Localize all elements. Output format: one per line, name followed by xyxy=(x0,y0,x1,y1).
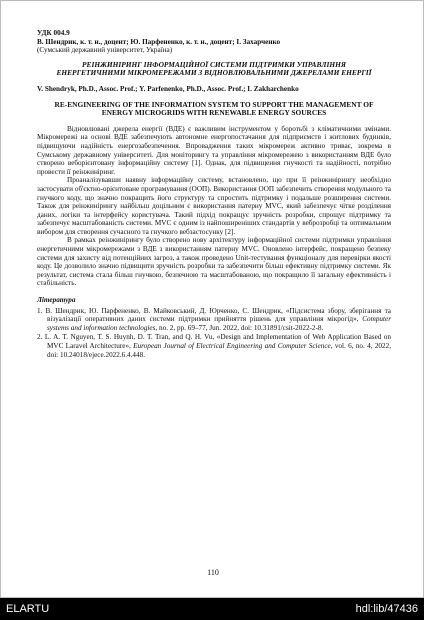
body-paragraph: В рамках реінжинірингу було створено нову архітектуру інформаційної системи підтримки управління енергетичними мікромережами з ВДЕ з використанням патерну MVC. Оновлено інтерфейс, покращено безпеку системи для захисту від потенційних загроз, а також проведено Unit-тестування функціоналу для перевірки якості коду. Це дозволило значно підвищити зручність розробки та забезпечити більш ефективну підтримку системи. Як результат, система стала більш гнучкою, безпечною та масштабованою, що покращило її загальну ефективність і стабільність. xyxy=(37,236,391,288)
reference-text: 2. L. A. T. Nguyen, T. S. Huynh, D. T. Tran, and Q. H. Vu, «Design and Implementation of Web Application Based on MVC Laravel Architecture», xyxy=(37,333,391,350)
reference-item xyxy=(37,307,391,333)
page-number: 110 xyxy=(207,568,219,577)
references-list xyxy=(37,307,391,360)
reference-journal: Computer systems and information technologies xyxy=(47,315,391,332)
repository-name: ELARTU xyxy=(6,603,50,615)
article-content xyxy=(37,29,391,359)
authors-en: V. Shendryk, Ph.D., Assoc. Prof.; Y. Parfenenko, Ph.D., Assoc. Prof.; I. Zakharchenko xyxy=(37,84,299,93)
body-paragraph: Проаналізувавши наявну інформаційну систему, встановлено, що при її реінжинірингу необхідно застосувати об'єктно-орієнтоване програмування (ООП). Використання ООП забезпечить створення модульного та гнучкого коду, що значно покращить його структуру та спростить підтримку і подальше розширення системи. Також для реінжинірингу найбільш доцільним є використання патерну MVC, який забезпечує чітке розділення даних, логіки та інтерфейсу користувача. Такий підхід покращує зручність розробки, спрощує підтримку та забезпечує масштабованість системи. MVC є одним із найпоширеніших стандартів у веброзробці та оптимальним вибором для створення сучасного та гнучкого вебзастосунку [2]. xyxy=(37,176,391,236)
reference-journal: European Journal of Electrical Engineering and Computer Science xyxy=(133,342,331,350)
affiliation: (Сумський державний університет, Україна) xyxy=(37,46,173,55)
title-ua: РЕІНЖИНІРИНГ ІНФОРМАЦІЙНОЇ СИСТЕМИ ПІДТРИМКИ УПРАВЛІННЯ ЕНЕРГЕТИЧНИМИ МІКРОМЕРЕЖАМИ З ВІДНОВЛЮВАЛЬНИМИ ДЖЕРЕЛАМИ ЕНЕРГІЇ xyxy=(56,59,372,78)
reference-details: , vol. 6, no. 4, 2022, doi: 10.24018/ejece.2022.6.4.448. xyxy=(47,342,392,359)
literature-heading: Література xyxy=(37,296,76,305)
authors-ua: В. Шендрик, к. т. н., доцент; Ю. Парфененко, к. т. н., доцент; І. Захарченко xyxy=(37,37,281,46)
footer-bar xyxy=(0,598,424,620)
body-paragraph: Відновлювані джерела енергії (ВДЕ) є важливим інструментом у боротьбі з кліматичними змінами. Мікромережі на основі ВДЕ забезпечують автономне енергопостачання для підприємств і житлових будинків, підвищуючи надійність енергозабезпечення. Впровадження таких мікромереж активно триває, зокрема в Сумському державному університеті. Для моніторингу та управління мікромережею з використанням ВДЕ було створено веборієнтовану інформаційну систему [1]. Однак, для підвищення гнучкості та надійності, потрібно провести її реінжиніринг. xyxy=(37,124,391,176)
reference-item xyxy=(37,333,391,359)
udc-code: УДК 004.9 xyxy=(37,29,70,37)
reference-text: 1. В. Шендрик, Ю. Парфененко, В. Майковський, Д. Юрченко, С. Шендрик, «Підсистема збору, зберігання та візуалізації оперативних даних системи підтримки прийняття рішень для управління мікрогід», xyxy=(37,306,391,324)
reference-details: , no. 2, pp. 69–77, Jun. 2022, doi: 10.31891/csit-2022-2-8. xyxy=(155,323,324,332)
title-en: RE-ENGINEERING OF THE INFORMATION SYSTEM TO SUPPORT THE MANAGEMENT OF ENERGY MICROGRIDS WITH RENEWABLE ENERGY SOURCES xyxy=(54,99,374,118)
handle-link[interactable]: hdl:lib/47436 xyxy=(355,603,418,615)
